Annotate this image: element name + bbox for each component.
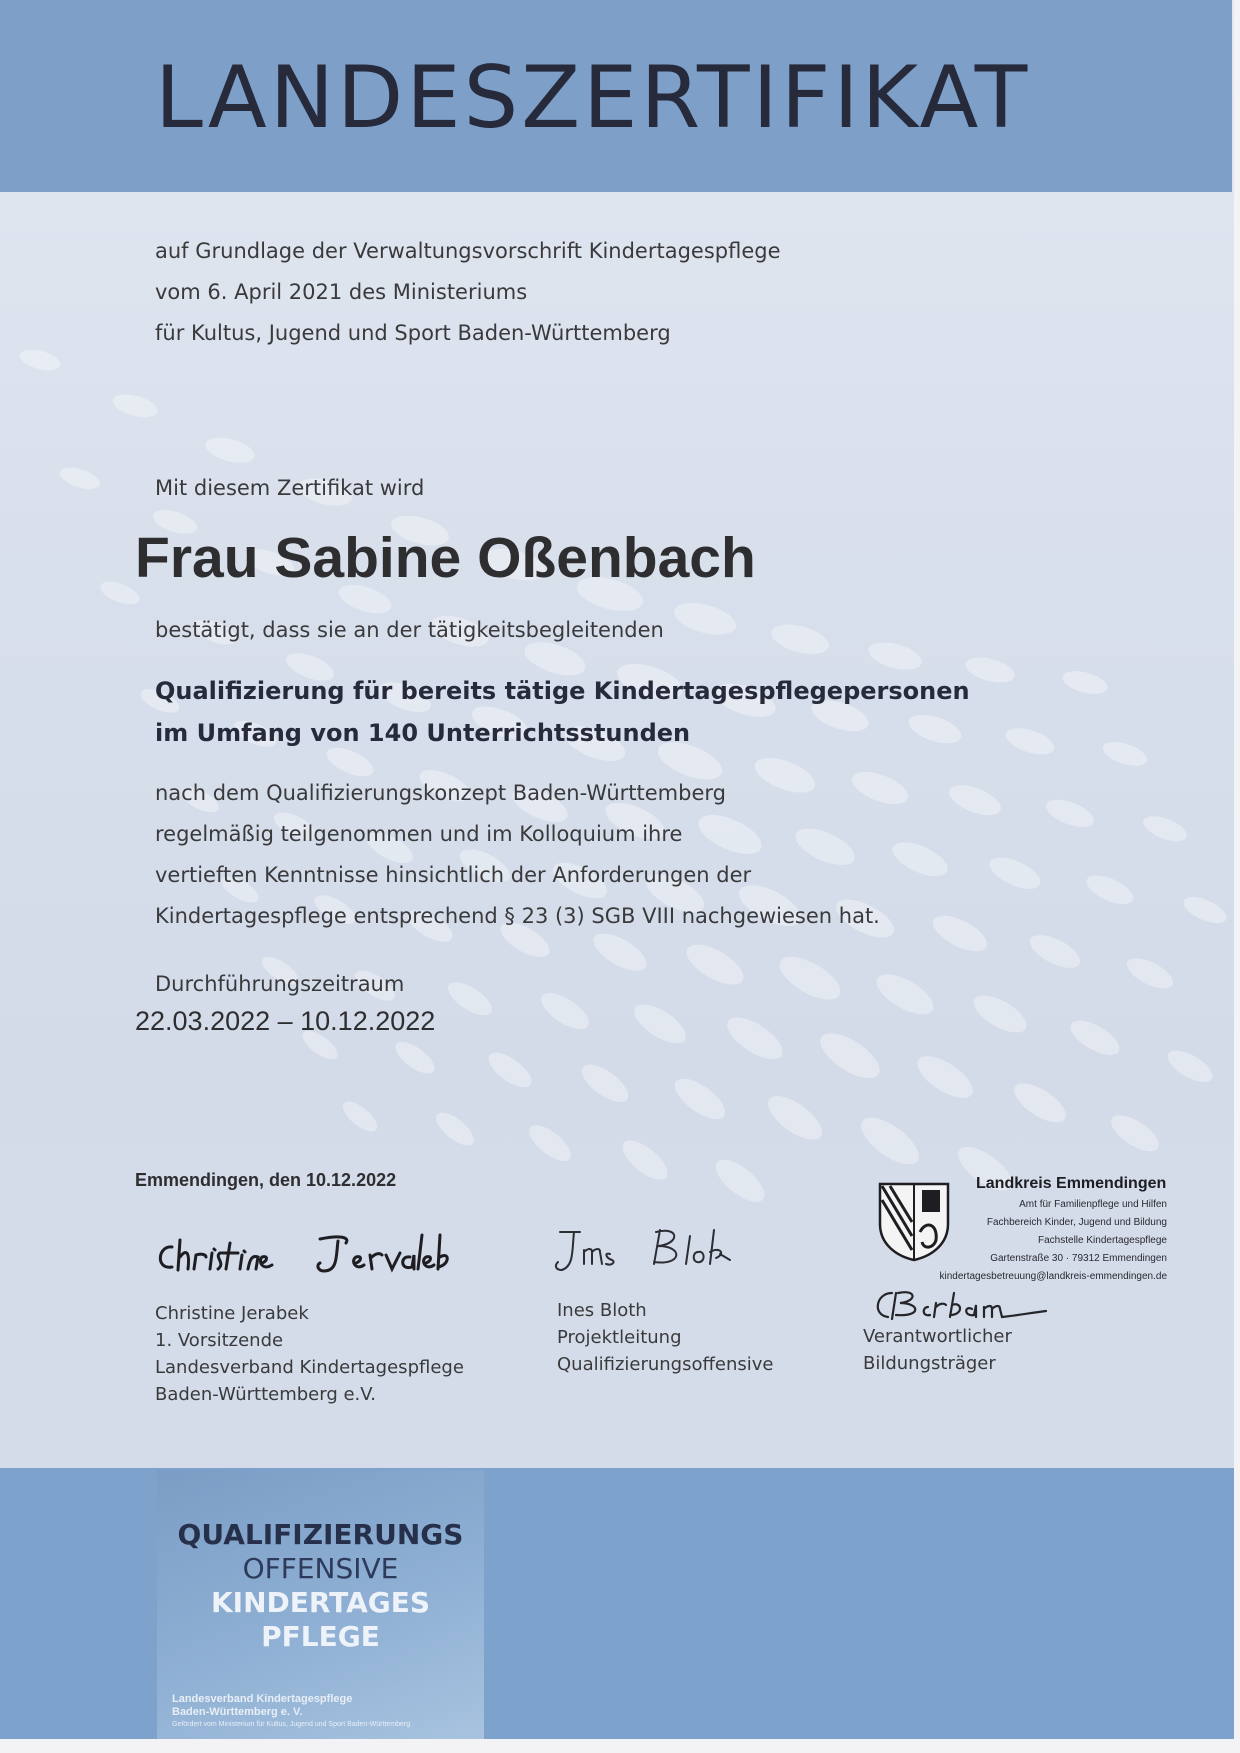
legal-basis-line: auf Grundlage der Verwaltungsvorschrift Kindertagespflege [155,239,781,263]
signer-jerabek [155,1300,464,1408]
recipient-name: Frau Sabine Oßenbach [135,526,756,590]
period-label: Durchführungszeitraum [155,972,405,996]
confirmation-text: bestätigt, dass sie an der tätigkeitsbegleitenden [155,618,664,642]
certificate-body [155,780,880,944]
coat-of-arms-icon [876,1180,952,1264]
qualification-line: Qualifizierung für bereits tätige Kindertagespflegepersonen [155,677,970,705]
body-line: regelmäßig teilgenommen und im Kolloquium ihre [155,822,683,846]
paper-edge [1234,0,1240,1753]
legal-basis-line: für Kultus, Jugend und Sport Baden-Württemberg [155,321,671,345]
body-line: Kindertagespflege entsprechend § 23 (3) SGB VIII nachgewiesen hat. [155,904,880,928]
qualifizierungsoffensive-logo [157,1470,484,1740]
stamp-title: Landkreis Emmendingen [976,1175,1167,1192]
signer-line: Qualifizierungsoffensive [557,1354,774,1375]
logo-line: OFFENSIVE [242,1552,399,1585]
stamp-line: Amt für Familienpflege und Hilfen [1019,1199,1167,1210]
body-line: nach dem Qualifizierungskonzept Baden-Württemberg [155,781,726,805]
period-value: 22.03.2022 – 10.12.2022 [135,1006,436,1036]
header-band [0,0,1232,192]
signer-line: 1. Vorsitzende [155,1330,284,1351]
signer-line: Landesverband Kindertagespflege [155,1357,464,1378]
qualification-title [155,670,970,754]
qualification-line: im Umfang von 140 Unterrichtsstunden [155,719,691,747]
legal-basis-line: vom 6. April 2021 des Ministeriums [155,280,528,304]
signature-jerabek [150,1225,480,1285]
logo-line: QUALIFIZIERUNGS [177,1518,464,1551]
signer-line: Baden-Württemberg e.V. [155,1384,376,1405]
logo-org-line: Baden-Württemberg e. V. [172,1706,303,1718]
signer-line: Bildungsträger [863,1353,996,1374]
signer-bildungstraeger [863,1323,1012,1377]
body-line: vertieften Kenntnisse hinsichtlich der Anforderungen der [155,863,752,887]
signer-line: Christine Jerabek [155,1303,309,1324]
signer-line: Verantwortlicher [863,1326,1012,1347]
lead-text: Mit diesem Zertifikat wird [155,476,425,500]
signer-line: Projektleitung [557,1327,682,1348]
logo-line: PFLEGE [261,1620,380,1653]
signer-bloth [557,1297,774,1378]
stamp-line: Fachstelle Kindertagespflege [1038,1235,1167,1246]
signature-bloth [550,1220,780,1280]
legal-basis [155,238,781,361]
paper-edge [0,1739,1240,1753]
logo-org-line: Landesverband Kindertagespflege [172,1693,353,1705]
stamp-line: Gartenstraße 30 · 79312 Emmendingen [990,1253,1167,1264]
place-and-date: Emmendingen, den 10.12.2022 [135,1170,397,1190]
stamp-line: Fachbereich Kinder, Jugend und Bildung [986,1217,1167,1228]
logo-line: KINDERTAGES [210,1586,431,1619]
logo-funding-note: Gefördert vom Ministerium für Kultus, Jugend und Sport Baden-Württemberg [172,1721,411,1728]
official-stamp [876,1175,1176,1290]
signer-line: Ines Bloth [557,1300,647,1321]
stamp-email: kindertagesbetreuung@landkreis-emmendingen.de [939,1271,1167,1282]
certificate-title: LANDESZERTIFIKAT [155,48,1031,148]
